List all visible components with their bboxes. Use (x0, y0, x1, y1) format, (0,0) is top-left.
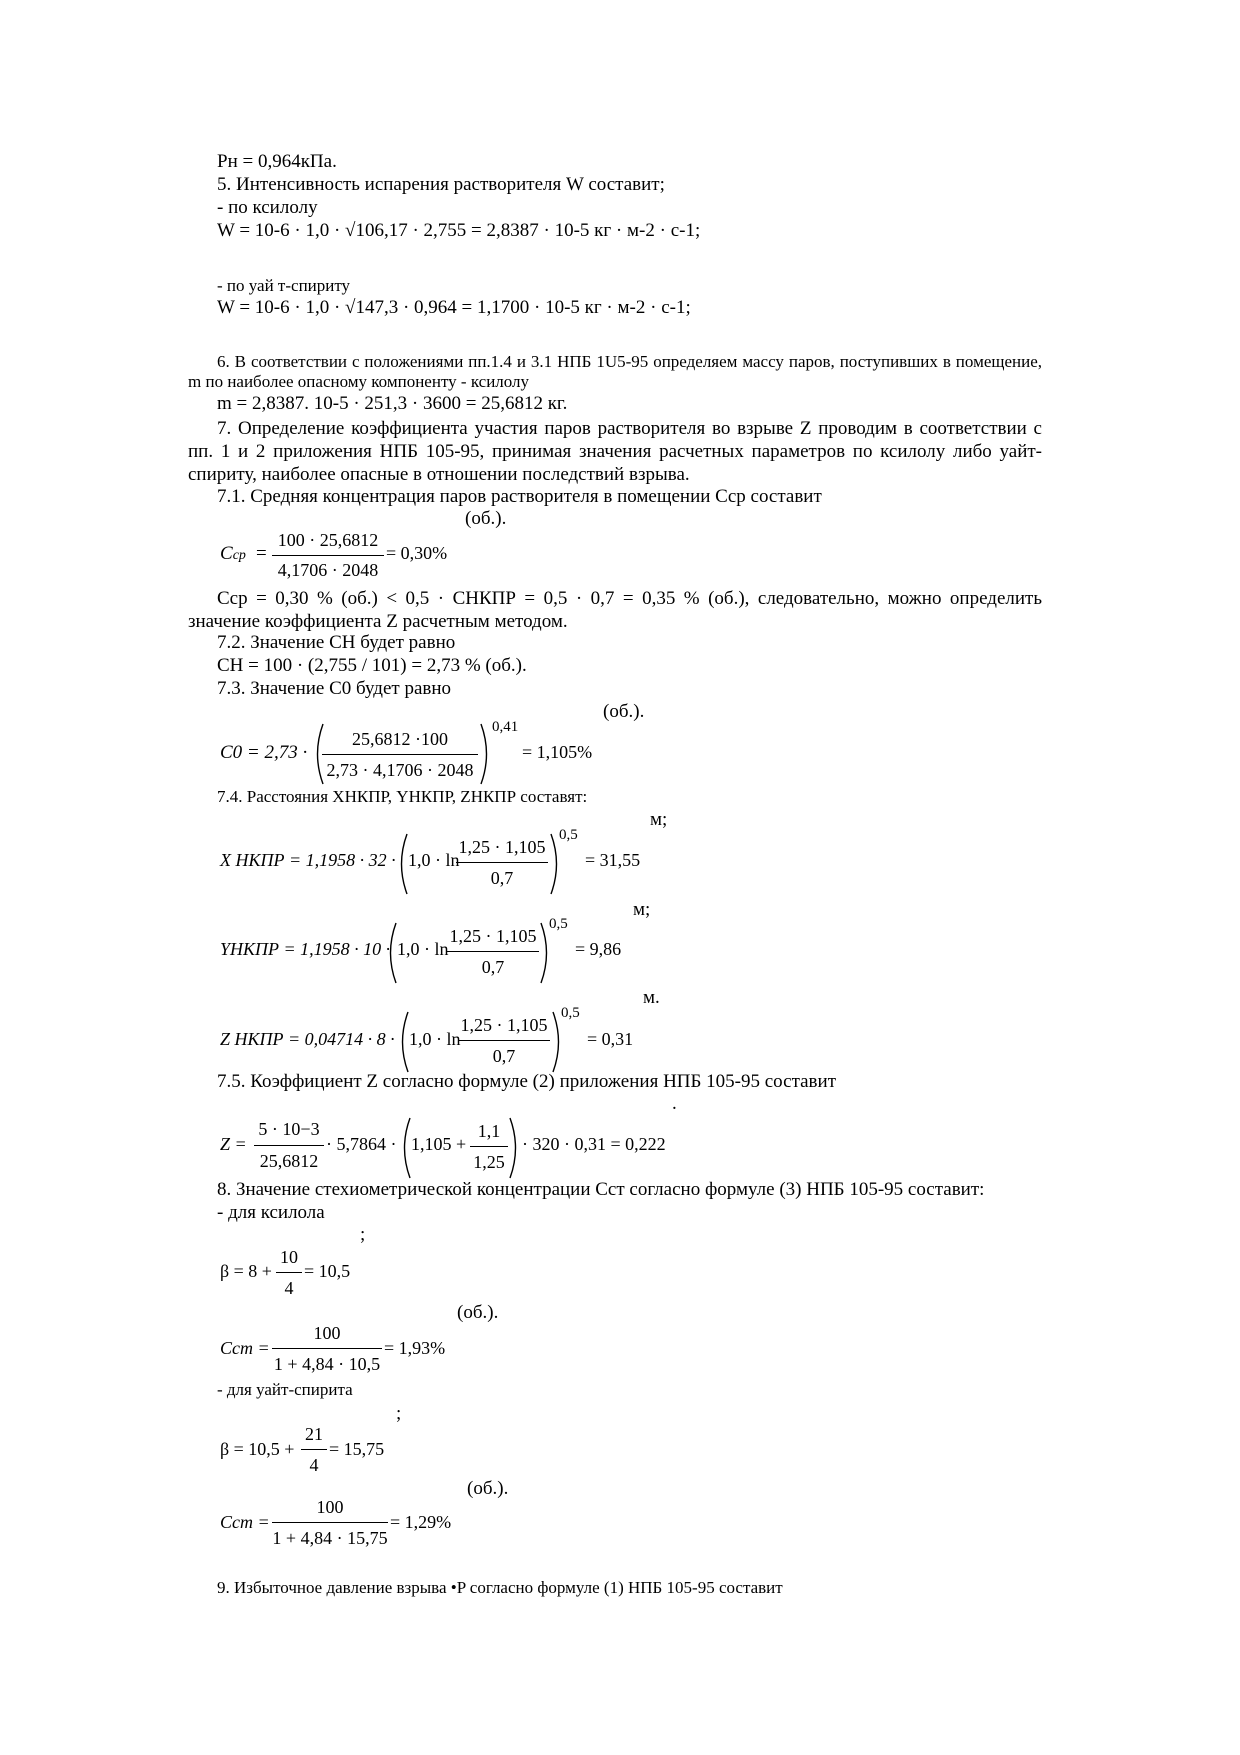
fraction-bar (301, 1449, 327, 1450)
beta-numerator: 10 (280, 1247, 298, 1267)
z-denominator: 0,7 (492, 1046, 516, 1066)
y-exponent: 0,5 (549, 916, 568, 932)
right-paren (507, 1116, 523, 1180)
y-denominator: 0,7 (481, 957, 505, 977)
semicolon: ; (360, 1224, 366, 1245)
unit-ob: (об.). (603, 701, 645, 722)
fraction-bar (322, 754, 478, 755)
period-mark: . (672, 1093, 677, 1114)
y-lhs: YНКПР = 1,1958 · 10 · (220, 939, 391, 959)
zc-result: · 320 · 0,31 = 0,222 (522, 1134, 666, 1154)
ccp-result: = 0,30% (386, 543, 448, 563)
by-white-spirit-label: - по уай т-спириту (217, 276, 351, 295)
c0-lhs: C0 = 2,73 · (220, 742, 308, 763)
fraction-bar (447, 951, 539, 952)
zc-inner-denominator: 1,25 (473, 1152, 505, 1172)
cst-denominator: 1 + 4,84 · 10,5 (273, 1354, 381, 1374)
fraction-bar (272, 1522, 388, 1523)
cst-numerator: 100 (313, 1323, 341, 1343)
beta-result: = 10,5 (304, 1261, 351, 1281)
beta-denominator: 4 (309, 1455, 319, 1475)
y-numerator: 1,25 · 1,105 (449, 926, 537, 946)
item-5-heading: 5. Интенсивность испарения растворителя W составит; (217, 174, 665, 195)
zc-inner: 1,105 + (411, 1134, 467, 1154)
for-white-spirit-label: - для уайт-спирита (217, 1380, 353, 1399)
unit-m: м; (650, 809, 668, 830)
item-9-heading: 9. Избыточное давление взрыва •P согласно формуле (1) НПБ 105-95 составит (217, 1578, 783, 1597)
item-7-paragraph: 7. Определение коэффициента участия паров растворителя во взрыве Z проводим в соответствии с пп. 1 и 2 приложения НПБ 105-95, принимая значения расчетных параметров по ксилолу либо уайт-спириту, наиболее опасные в отношении последствий взрыва. (188, 418, 1042, 485)
x-result: = 31,55 (585, 850, 641, 870)
x-exponent: 0,5 (559, 827, 578, 843)
c0-denominator: 2,73 · 4,1706 · 2048 (326, 760, 474, 780)
formula-ccp: Ccp (220, 543, 246, 564)
ccp-numerator: 100 · 25,6812 (277, 530, 379, 550)
c0-exponent: 0,41 (492, 719, 519, 735)
unit-ob: (об.). (465, 508, 507, 529)
evaporation-formula-xylene: W = 10-6 · 1,0 · √106,17 · 2,755 = 2,8387 · 10-5 кг · м-2 · с-1; (217, 220, 701, 241)
zc-middle: · 5,7864 · (326, 1134, 397, 1154)
by-xylene-label: - по ксилолу (217, 197, 318, 218)
cst-denominator: 1 + 4,84 · 15,75 (272, 1528, 388, 1548)
zc-lhs: Z = (220, 1134, 247, 1154)
cst-result: = 1,93% (384, 1338, 446, 1358)
beta-result: = 15,75 (329, 1439, 385, 1459)
fraction-bar (458, 1040, 550, 1041)
item-7-2-heading: 7.2. Значение CН будет равно (217, 632, 456, 653)
for-xylene-label: - для ксилола (217, 1202, 325, 1223)
x-inner: 1,0 · ln (408, 850, 460, 870)
cn-formula: CН = 100 · (2,755 / 101) = 2,73 % (об.). (217, 655, 527, 676)
fraction-bar (254, 1145, 324, 1146)
cst-lhs: Cст = (220, 1338, 270, 1358)
ccp-check-paragraph: Cср = 0,30 % (об.) < 0,5 · CНКПР = 0,5 · 0,7 = 0,35 % (об.), следовательно, можно определить значение коэффициента Z расчетным методом. (188, 588, 1042, 632)
cst-lhs: Cст = (220, 1512, 270, 1532)
c0-result: = 1,105% (522, 742, 593, 762)
item-6-paragraph: 6. В соответствии с положениями пп.1.4 и 3.1 НПБ 1U5-95 определяем массу паров, поступивших в помещение, m по наиболее опасному компоненту - ксилолу (188, 352, 1042, 391)
fraction-bar (272, 555, 384, 556)
item-7-5-heading: 7.5. Коэффициент Z согласно формуле (2) приложения НПБ 105-95 составит (217, 1071, 836, 1092)
z-inner: 1,0 · ln (409, 1029, 461, 1049)
fraction-bar (272, 1348, 382, 1349)
pressure-line: Pн = 0,964кПа. (217, 151, 337, 172)
ccp-denominator: 4,1706 · 2048 (277, 560, 379, 580)
y-inner: 1,0 · ln (397, 939, 449, 959)
beta-numerator: 21 (305, 1424, 323, 1444)
beta-lhs: β = 10,5 + (220, 1439, 295, 1459)
zc-inner-numerator: 1,1 (477, 1121, 501, 1141)
cst-result: = 1,29% (390, 1512, 452, 1532)
x-numerator: 1,25 · 1,105 (458, 837, 546, 857)
semicolon: ; (396, 1403, 402, 1424)
z-numerator: 1,25 · 1,105 (460, 1015, 548, 1035)
beta-denominator: 4 (284, 1278, 294, 1298)
evaporation-formula-white-spirit: W = 10-6 · 1,0 · √147,3 · 0,964 = 1,1700 · 10-5 кг · м-2 · с-1; (217, 297, 691, 318)
z-result: = 0,31 (587, 1029, 634, 1049)
item-7-3-heading: 7.3. Значение C0 будет равно (217, 678, 452, 699)
item-8-heading: 8. Значение стехиометрической концентрации Cст согласно формуле (3) НПБ 105-95 составит: (217, 1179, 985, 1200)
fraction-bar (470, 1146, 508, 1147)
cst-numerator: 100 (316, 1497, 344, 1517)
fraction-bar (456, 862, 548, 863)
beta-lhs: β = 8 + (220, 1261, 272, 1281)
c0-numerator: 25,6812 ·100 (352, 729, 448, 749)
unit-ob: (об.). (467, 1478, 509, 1499)
mass-formula: m = 2,8387. 10-5 · 251,3 · 3600 = 25,6812 кг. (217, 393, 568, 414)
x-lhs: X НКПР = 1,1958 · 32 · (220, 850, 396, 870)
equals-sign: = (256, 543, 267, 564)
zc-denominator: 25,6812 (259, 1151, 319, 1171)
z-exponent: 0,5 (561, 1005, 580, 1021)
zc-numerator: 5 · 10−3 (258, 1119, 320, 1139)
unit-ob: (об.). (457, 1302, 499, 1323)
fraction-bar (276, 1272, 302, 1273)
y-result: = 9,86 (575, 939, 622, 959)
z-lhs: Z НКПР = 0,04714 · 8 · (220, 1029, 395, 1049)
unit-m: м. (643, 987, 660, 1008)
x-denominator: 0,7 (490, 868, 514, 888)
item-7-1-heading: 7.1. Средняя концентрация паров растворителя в помещении Cср составит (217, 486, 822, 507)
unit-m: м; (633, 899, 651, 920)
item-7-4-heading: 7.4. Расстояния XНКПР, YНКПР, ZНКПР составят: (217, 787, 588, 806)
